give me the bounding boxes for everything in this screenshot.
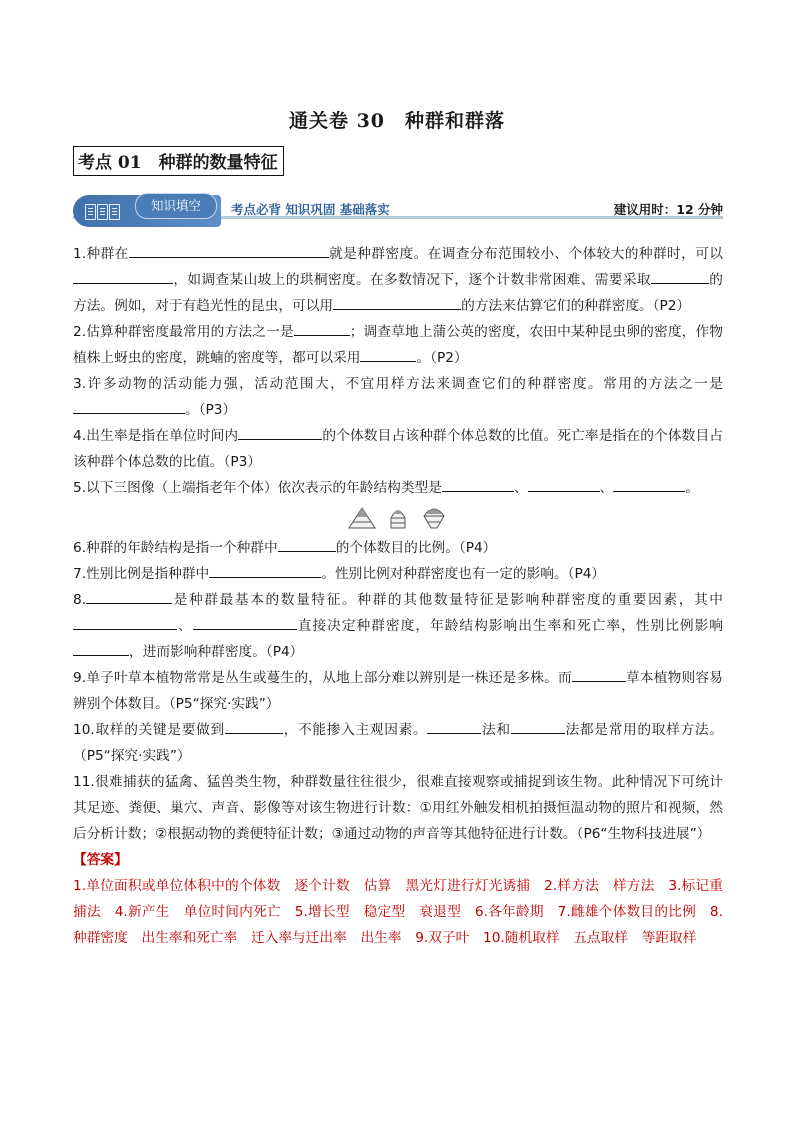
declining-pyramid-icon [419, 506, 449, 530]
knowledge-banner [73, 192, 723, 228]
blank[interactable] [651, 269, 709, 284]
blank[interactable] [278, 537, 336, 552]
stable-pyramid-icon [383, 506, 413, 530]
blank[interactable] [73, 269, 173, 284]
question-1: 1.种群在 就是种群密度。在调查分布范围较小、个体较大的种群时，可以，如调查某山坡上的珙桐密度。在多数情况下，逐个计数非常困难、需要采取 的方法。例如，对于有趋光性的昆虫，可以用 的方法来估算它们的种群密度。（P2） [73, 241, 723, 319]
blank[interactable] [73, 399, 185, 414]
answer-text: 1.单位面积或单位体积中的个体数 逐个计数 估算 黑光灯进行灯光诱捕 2.样方法 样方法 3.标记重捕法 4.新产生 单位时间内死亡 5.增长型 稳定型 衰退型 6.各年龄期 7.雌雄个体数目的比例 8.种群密度 出生率和死亡率 迁入率与迁出率 出生率 9.双子叶 10.随机取样 五点取样 等距取样 [73, 878, 723, 946]
blank[interactable] [73, 615, 177, 630]
question-list [73, 241, 723, 951]
question-10: 10.取样的关键是要做到 ，不能掺入主观因素。 法和 法都是常用的取样方法。（P5“探究·实践”） [73, 717, 723, 769]
blank[interactable] [333, 295, 461, 310]
blank[interactable] [238, 425, 322, 440]
blank[interactable] [129, 243, 329, 258]
question-4: 4.出生率是指在单位时间内 的个体数目占该种群个体总数的比值。死亡率是指在的个体数目占该种群个体总数的比值。（P3） [73, 423, 723, 475]
answer-heading: 【答案】 [73, 852, 128, 868]
blank[interactable] [209, 563, 321, 578]
banner-badge [73, 195, 221, 227]
question-6: 6.种群的年龄结构是指一个种群中 的个体数目的比例。（P4） [73, 535, 723, 561]
question-3: 3.许多动物的活动能力强，活动范围大，不宜用样方法来调查它们的种群密度。常用的方法之一是。（P3） [73, 376, 723, 418]
question-11: 11.很难捕获的猛禽、猛兽类生物，种群数量往往很少，很难直接观察或捕捉到该生物。此种情况下可统计其足迹、粪便、巢穴、声音、影像等对该生物进行计数：①用红外触发相机拍摄恒温动物的照片和视频，然后分析计数；②根据动物的粪便特征计数；③通过动物的声音等其他特征进行计数。（P6“生物科技进展”） [73, 774, 723, 842]
banner-tag: 知识填空 [135, 193, 217, 219]
question-8: 8. 是种群最基本的数量特征。种群的其他数量特征是影响种群密度的重要因素，其中、 直接决定种群密度，年龄结构影响出生率和死亡率，性别比例影响，进而影响种群密度。（P4） [73, 587, 723, 665]
page-title: 通关卷 30 种群和群落 [288, 110, 506, 132]
blank[interactable] [193, 615, 297, 630]
blank[interactable] [613, 477, 685, 492]
blank[interactable] [360, 347, 416, 362]
book-icon [85, 204, 119, 220]
blank[interactable] [427, 719, 481, 734]
question-2: 2.估算种群密度最常用的方法之一是 ；调查草地上蒲公英的密度，农田中某种昆虫卵的密度，作物植株上蚜虫的密度，跳蝻的密度等，都可以采用 。（P2） [73, 319, 723, 371]
blank[interactable] [86, 589, 172, 604]
blank[interactable] [528, 477, 600, 492]
question-9: 9.单子叶草本植物常常是丛生或蔓生的，从地上部分难以辨别是一株还是多株。而 草本植物则容易辨别个体数目。（P5“探究·实践”） [73, 665, 723, 717]
question-5: 5.以下三图像（上端指老年个体）依次表示的年龄结构类型是 、 、 。 [73, 475, 723, 501]
banner-subtitle: 考点必背 知识巩固 基础落实 [231, 202, 390, 217]
blank[interactable] [225, 719, 283, 734]
blank[interactable] [73, 641, 129, 656]
question-7: 7.性别比例是指种群中 。性别比例对种群密度也有一定的影响。（P4） [73, 561, 723, 587]
blank[interactable] [572, 667, 626, 682]
blank[interactable] [442, 477, 514, 492]
age-pyramid-figures [73, 503, 723, 533]
growth-pyramid-icon [347, 506, 377, 530]
section-heading: 考点 01 种群的数量特征 [73, 146, 284, 176]
suggested-time: 建议用时：12 分钟 [613, 202, 723, 217]
blank[interactable] [511, 719, 565, 734]
blank[interactable] [294, 321, 350, 336]
